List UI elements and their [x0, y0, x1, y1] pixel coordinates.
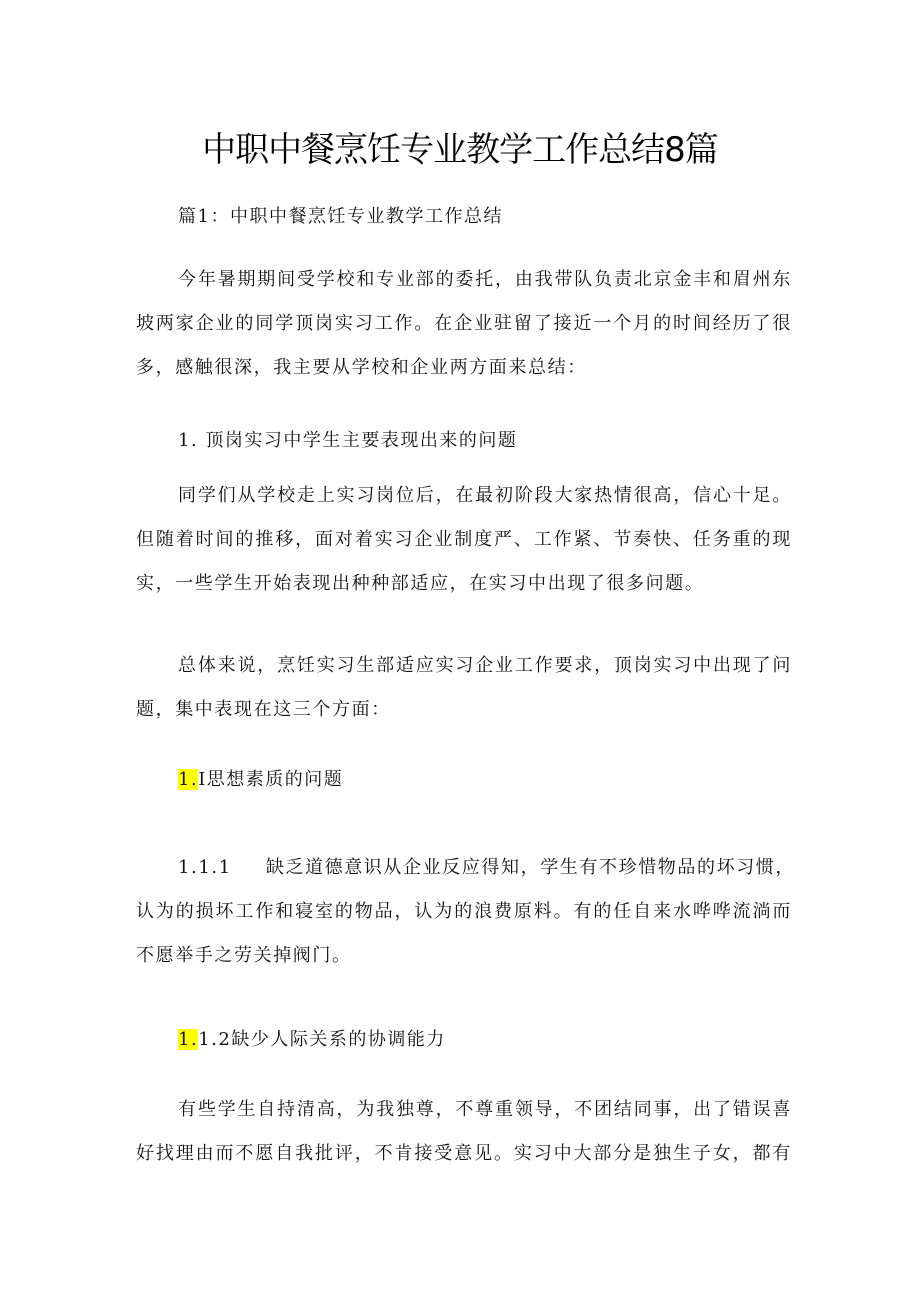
paragraph-line: 有些学生自持清高，为我独尊，不尊重领导，不团结同事，出了错误喜 — [178, 1099, 792, 1120]
paragraph-line: 但随着时间的推移，面对着实习企业制度严、工作紧、节奏快、任务重的现 — [136, 529, 792, 550]
paragraph-line: 多，感触很深，我主要从学校和企业两方面来总结： — [136, 357, 587, 378]
paragraph-line — [136, 846, 796, 890]
paragraph-line: 总体来说，烹饪实习生部适应实习企业工作要求，顶岗实习中出现了问 — [178, 655, 792, 676]
paragraph-line: 不愿举手之劳关掉阀门。 — [136, 945, 352, 966]
heading-text: 1.2缺少人际关系的协调能力 — [198, 1029, 446, 1050]
highlight-mark: 1. — [178, 769, 199, 790]
paragraph-line: 实，一些学生开始表现出种种部适应，在实习中出现了很多问题。 — [136, 573, 705, 594]
highlight-mark: 1. — [178, 1029, 199, 1050]
paragraph-summary — [136, 644, 792, 732]
heading-text: I思想素质的问题 — [198, 769, 344, 790]
paragraph-problems-intro — [136, 474, 792, 606]
item-number: 1.1.1 — [178, 857, 232, 878]
paragraph-line: 好找理由而不愿自我批评，不肯接受意见。实习中大部分是独生子女，都有 — [136, 1143, 792, 1164]
heading-1: 1. 顶岗实习中学生主要表现出来的问题 — [178, 430, 518, 451]
section-heading: 篇1：中职中餐烹饪专业教学工作总结 — [178, 206, 503, 227]
paragraph-line: 今年暑期期间受学校和专业部的委托，由我带队负责北京金丰和眉州东 — [178, 269, 792, 290]
heading-1-1-2 — [178, 1027, 446, 1053]
paragraph-line: 认为的损坏工作和寝室的物品，认为的浪费原料。有的任自来水哗哗流淌而 — [136, 901, 792, 922]
paragraph-relations — [136, 1088, 792, 1176]
paragraph-moral — [136, 846, 796, 978]
paragraph-line: 题，集中表现在这三个方面： — [136, 699, 391, 720]
document-title: 中职中餐烹饪专业教学工作总结8篇 — [202, 130, 718, 170]
paragraph-intro — [136, 258, 792, 390]
paragraph-line: 同学们从学校走上实习岗位后，在最初阶段大家热情很高，信心十足。 — [178, 485, 792, 506]
item-text: 缺乏道德意识从企业反应得知，学生有不珍惜物品的坏习惯， — [265, 857, 796, 878]
paragraph-line: 坡两家企业的同学顶岗实习工作。在企业驻留了接近一个月的时间经历了很 — [136, 313, 792, 334]
heading-1-1 — [178, 767, 343, 793]
